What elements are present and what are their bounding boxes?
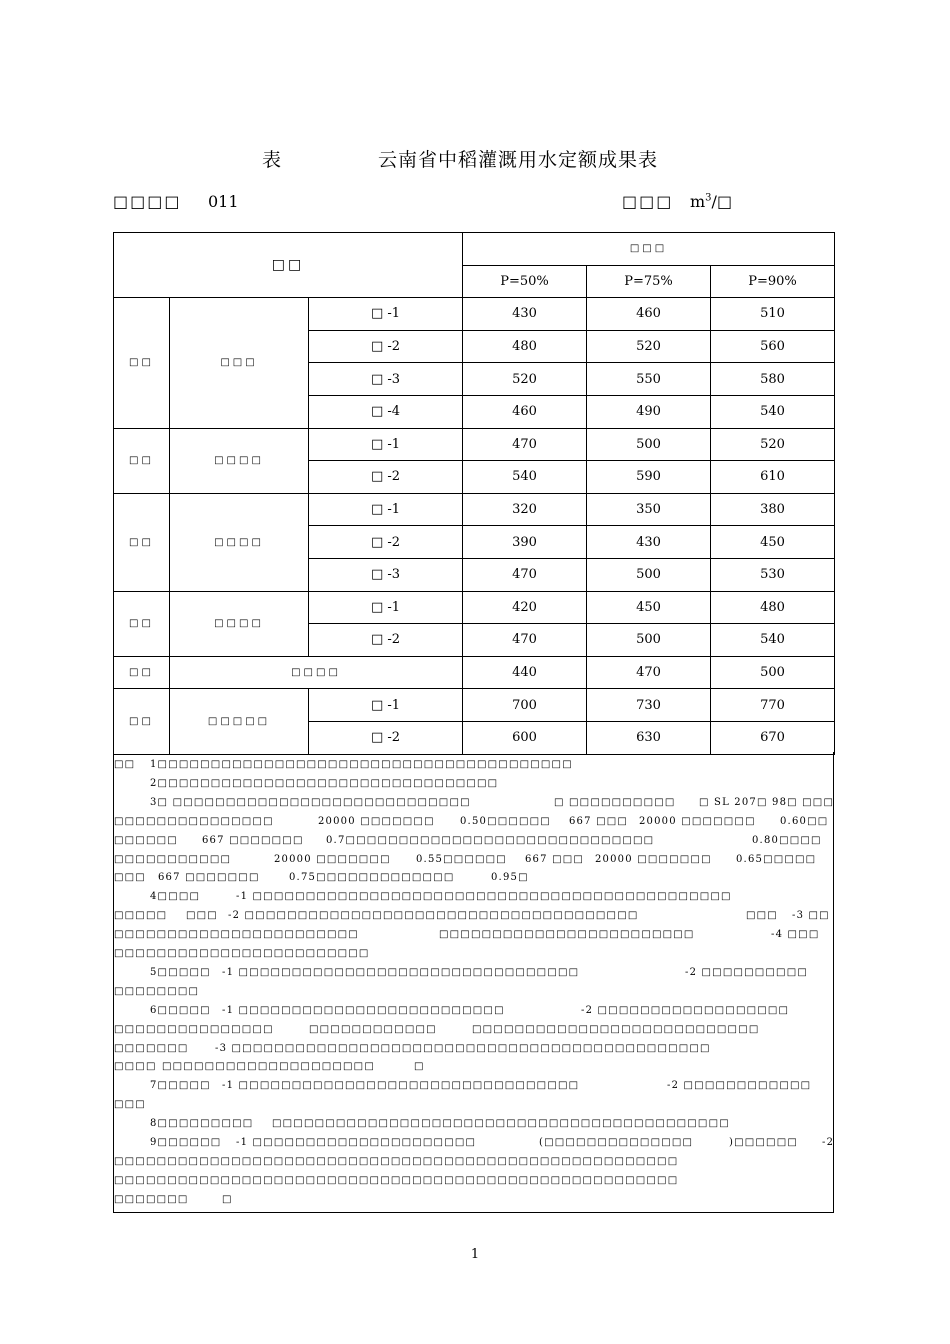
type-cell: □ -1 xyxy=(309,298,463,331)
value-cell: 430 xyxy=(463,298,587,331)
note-text: -2 xyxy=(822,1137,835,1148)
type-cell: □ -2 xyxy=(309,721,463,754)
value-cell: 480 xyxy=(463,330,587,363)
table-row xyxy=(114,298,835,331)
note-line xyxy=(114,1134,833,1153)
note-text: □□□□□□□□□□□□□□□□□□□□□□□□□□□□□□□□□□□□□□□□□□□□□□□□□□□□□ xyxy=(114,1174,679,1186)
note-text: -2 □□□□□□□□□□□□□□□□□□□□□□□□□□□□□□□□□□□□□ xyxy=(228,910,639,922)
note-text: □□□□□□□□ xyxy=(114,985,200,997)
subregion-cell: □□□ xyxy=(170,298,309,428)
value-cell: 770 xyxy=(711,689,835,722)
note-text: -2 □□□□□□□□□□□□□□□□□□ xyxy=(581,1004,790,1016)
note-text: 20000 □□□□□□□ xyxy=(318,815,435,827)
note-line xyxy=(114,907,833,926)
note-line xyxy=(114,756,833,775)
merged-cell: □□□□ xyxy=(170,656,463,689)
value-cell: 380 xyxy=(711,493,835,526)
note-text: -3 □□ xyxy=(792,910,830,922)
freq-header: P=90% xyxy=(711,265,835,298)
note-text: □□□□□□□□□□□ xyxy=(114,853,232,865)
note-line xyxy=(114,869,833,888)
page-number: 1 xyxy=(470,1247,480,1262)
value-cell: 520 xyxy=(711,428,835,461)
note-text: 0.80□□□□ xyxy=(752,834,822,846)
note-line xyxy=(114,888,833,907)
type-cell: □ -2 xyxy=(309,624,463,657)
note-text: □□□□□□□□□□□□□□□ xyxy=(114,815,274,827)
note-text: 667 □□□ xyxy=(569,815,629,827)
subregion-cell: □□□□ xyxy=(170,591,309,656)
freq-header: P=75% xyxy=(587,265,711,298)
header-left: □□ xyxy=(114,233,463,298)
value-cell: 350 xyxy=(587,493,711,526)
value-cell: 470 xyxy=(587,656,711,689)
value-cell: 500 xyxy=(711,656,835,689)
region-cell: □□ xyxy=(114,428,170,493)
note-text: 667 □□□ xyxy=(525,853,585,865)
note-text: □□□ xyxy=(186,910,218,922)
value-cell: 540 xyxy=(711,395,835,428)
note-line xyxy=(114,983,833,1002)
note-text: -1 □□□□□□□□□□□□□□□□□□□□□□□□□ xyxy=(222,1004,505,1016)
note-line xyxy=(114,813,833,832)
value-cell: 520 xyxy=(463,363,587,396)
value-cell: 450 xyxy=(587,591,711,624)
unit-value: $m^3/□$ xyxy=(690,192,733,211)
note-text: -4 □□□ xyxy=(771,929,820,941)
note-text: 5□□□□□ xyxy=(150,966,211,978)
note-text: 1□□□□□□□□□□□□□□□□□□□□□□□□□□□□□□□□□□□□□□□ xyxy=(150,759,573,770)
code-label: □□□□ xyxy=(113,192,182,211)
notes-section xyxy=(113,752,834,1213)
note-text: 20000 □□□□□□□ xyxy=(595,853,712,865)
note-text: -1 □□□□□□□□□□□□□□□□□□□□□□□□□□□□□□□□ xyxy=(222,966,580,978)
note-text: 0.50□□□□□□ xyxy=(460,815,551,827)
value-cell: 440 xyxy=(463,656,587,689)
note-text: □□□□□□□□□□□□□□□□□□□□□□□□□□□□□□□□□□□□□□□□□□□□□□□□□□□□□ xyxy=(114,1155,679,1167)
note-text: 0.75□□□□□□□□□□□□□ xyxy=(289,872,455,884)
table-row xyxy=(114,428,835,461)
table-row xyxy=(114,591,835,624)
value-cell: 600 xyxy=(463,721,587,754)
note-text: □□□□□□□□□□□□□□□□□□□□□□□□□□□ xyxy=(472,1023,760,1035)
value-cell: 490 xyxy=(587,395,711,428)
value-cell: 670 xyxy=(711,721,835,754)
note-text: □□□ xyxy=(746,910,778,922)
value-cell: 630 xyxy=(587,721,711,754)
title-main: 云南省中稻灌溉用水定额成果表 xyxy=(378,149,659,171)
note-text: □ xyxy=(414,1061,425,1073)
region-cell: □□ xyxy=(114,493,170,591)
note-text: □□□□□□□□□□□□□□□□□□□□□□□□ xyxy=(114,948,370,959)
value-cell: 430 xyxy=(587,526,711,559)
value-cell: 730 xyxy=(587,689,711,722)
note-text: □□□□□□□ xyxy=(114,1193,189,1205)
value-cell: 500 xyxy=(587,624,711,657)
value-cell: 470 xyxy=(463,558,587,591)
note-text: □□□□□□ xyxy=(114,834,178,846)
type-cell: □ -2 xyxy=(309,526,463,559)
note-text: □□□□□□□□□□□□ xyxy=(309,1023,437,1035)
note-text: □□□□□□□□□□□□□□□□□□□□□□□ xyxy=(114,929,359,941)
type-cell: □ -1 xyxy=(309,591,463,624)
type-cell: □ -3 xyxy=(309,363,463,396)
quota-table xyxy=(113,232,835,755)
type-cell: □ -4 xyxy=(309,395,463,428)
note-line xyxy=(114,1058,833,1077)
value-cell: 550 xyxy=(587,363,711,396)
note-text: (□□□□□□□□□□□□□□ xyxy=(539,1137,694,1148)
note-line xyxy=(114,964,833,983)
region-cell: □□ xyxy=(114,298,170,428)
value-cell: 540 xyxy=(711,624,835,657)
note-text: )□□□□□□ xyxy=(729,1137,798,1148)
value-cell: 520 xyxy=(587,330,711,363)
note-text: □□□□□□□□□□□□□□□□□□□□□□□□ xyxy=(439,929,695,941)
note-line xyxy=(114,1096,833,1115)
region-cell: □□ xyxy=(114,656,170,689)
value-cell: 500 xyxy=(587,428,711,461)
value-cell: 420 xyxy=(463,591,587,624)
document-title xyxy=(0,145,950,175)
note-line xyxy=(114,1153,833,1172)
value-cell: 450 xyxy=(711,526,835,559)
type-cell: □ -1 xyxy=(309,493,463,526)
value-cell: 580 xyxy=(711,363,835,396)
value-cell: 510 xyxy=(711,298,835,331)
value-cell: 590 xyxy=(587,461,711,494)
note-text: 0.95□ xyxy=(491,872,529,884)
unit-label: □□□ xyxy=(622,192,674,211)
note-text: -1 □□□□□□□□□□□□□□□□□□□□□ xyxy=(236,1137,477,1148)
note-text: -3 □□□□□□□□□□□□□□□□□□□□□□□□□□□□□□□□□□□□□□□□□□□□□ xyxy=(215,1042,711,1054)
value-cell: 390 xyxy=(463,526,587,559)
value-cell: 530 xyxy=(711,558,835,591)
note-text: 6□□□□□ xyxy=(150,1004,211,1016)
note-text: □□□□ xyxy=(114,1061,157,1073)
note-text: 0.60□□ xyxy=(780,815,829,827)
note-text: □□□ xyxy=(114,1099,146,1111)
value-cell: 480 xyxy=(711,591,835,624)
value-cell: 500 xyxy=(587,558,711,591)
subregion-cell: □□□□ xyxy=(170,493,309,591)
value-cell: 320 xyxy=(463,493,587,526)
note-text: -1 □□□□□□□□□□□□□□□□□□□□□□□□□□□□□□□□□□□□□□□□□□□□□ xyxy=(236,891,732,903)
value-cell: 460 xyxy=(463,395,587,428)
note-line xyxy=(114,794,833,813)
note-line xyxy=(114,1191,833,1210)
note-text: □□ xyxy=(114,759,136,770)
note-line xyxy=(114,926,833,945)
value-cell: 700 xyxy=(463,689,587,722)
note-line xyxy=(114,1115,833,1134)
note-text: 9□□□□□□ xyxy=(150,1137,222,1148)
note-line xyxy=(114,851,833,870)
type-cell: □ -3 xyxy=(309,558,463,591)
note-text: □□□□□ xyxy=(114,910,168,922)
subregion-cell: □□□□□ xyxy=(170,689,309,754)
note-text: 0.55□□□□□□ xyxy=(416,853,507,865)
note-text: 0.7□□□□□□□□□□□□□□□□□□□□□□□□□□□□□ xyxy=(326,834,655,846)
code-value: 011 xyxy=(208,192,239,211)
note-text: 667 □□□□□□□ xyxy=(158,872,260,884)
type-cell: □ -2 xyxy=(309,330,463,363)
note-text: □□□ xyxy=(114,872,146,884)
value-cell: 610 xyxy=(711,461,835,494)
table-row xyxy=(114,493,835,526)
note-text: □□□□□□□□□□□□□□□□□□□□□□□□□□□□□□□□□□□□□□□□□□□ xyxy=(272,1118,730,1130)
note-text: 20000 □□□□□□□ xyxy=(274,853,391,865)
freq-header: P=50% xyxy=(463,265,587,298)
note-text: □□□□□□□□□□□□□□□□□□□□ xyxy=(162,1061,375,1073)
subregion-cell: □□□□ xyxy=(170,428,309,493)
note-text: 20000 □□□□□□□ xyxy=(639,815,756,827)
note-line xyxy=(114,775,833,794)
note-line xyxy=(114,1077,833,1096)
note-text: □ □□□□□□□□□□ xyxy=(554,796,676,808)
title-prefix: 表 xyxy=(262,149,282,171)
note-text: □ xyxy=(222,1193,233,1205)
type-cell: □ -2 xyxy=(309,461,463,494)
region-cell: □□ xyxy=(114,689,170,754)
note-line xyxy=(114,1040,833,1059)
note-text: □ SL 207□ 98□ □□□ xyxy=(699,796,835,808)
note-line xyxy=(114,945,833,964)
note-text: □□□□□□□ xyxy=(114,1042,189,1054)
note-line xyxy=(114,1002,833,1021)
value-cell: 460 xyxy=(587,298,711,331)
note-text: □□□□□□□□□□□□□□□ xyxy=(114,1023,274,1035)
note-text: -2 □□□□□□□□□□□□ xyxy=(667,1080,812,1092)
header-row xyxy=(114,233,835,266)
note-text: 4□□□□ xyxy=(150,891,201,903)
value-cell: 540 xyxy=(463,461,587,494)
header-group: □□□ xyxy=(463,233,835,266)
note-line xyxy=(114,1021,833,1040)
value-cell: 560 xyxy=(711,330,835,363)
note-text: 667 □□□□□□□ xyxy=(202,834,304,846)
value-cell: 470 xyxy=(463,624,587,657)
type-cell: □ -1 xyxy=(309,428,463,461)
note-line xyxy=(114,1172,833,1191)
note-text: 8□□□□□□□□□ xyxy=(150,1118,254,1130)
note-text: 3□ □□□□□□□□□□□□□□□□□□□□□□□□□□□□ xyxy=(150,796,471,808)
note-line xyxy=(114,832,833,851)
note-text: -1 □□□□□□□□□□□□□□□□□□□□□□□□□□□□□□□□ xyxy=(222,1080,580,1092)
table-row xyxy=(114,656,835,689)
value-cell: 470 xyxy=(463,428,587,461)
note-text: 7□□□□□ xyxy=(150,1080,211,1092)
note-text: 2□□□□□□□□□□□□□□□□□□□□□□□□□□□□□□□□ xyxy=(150,777,499,789)
note-text: 0.65□□□□□ xyxy=(736,853,817,865)
note-text: -2 □□□□□□□□□□ xyxy=(685,966,809,978)
table-row xyxy=(114,689,835,722)
region-cell: □□ xyxy=(114,591,170,656)
type-cell: □ -1 xyxy=(309,689,463,722)
